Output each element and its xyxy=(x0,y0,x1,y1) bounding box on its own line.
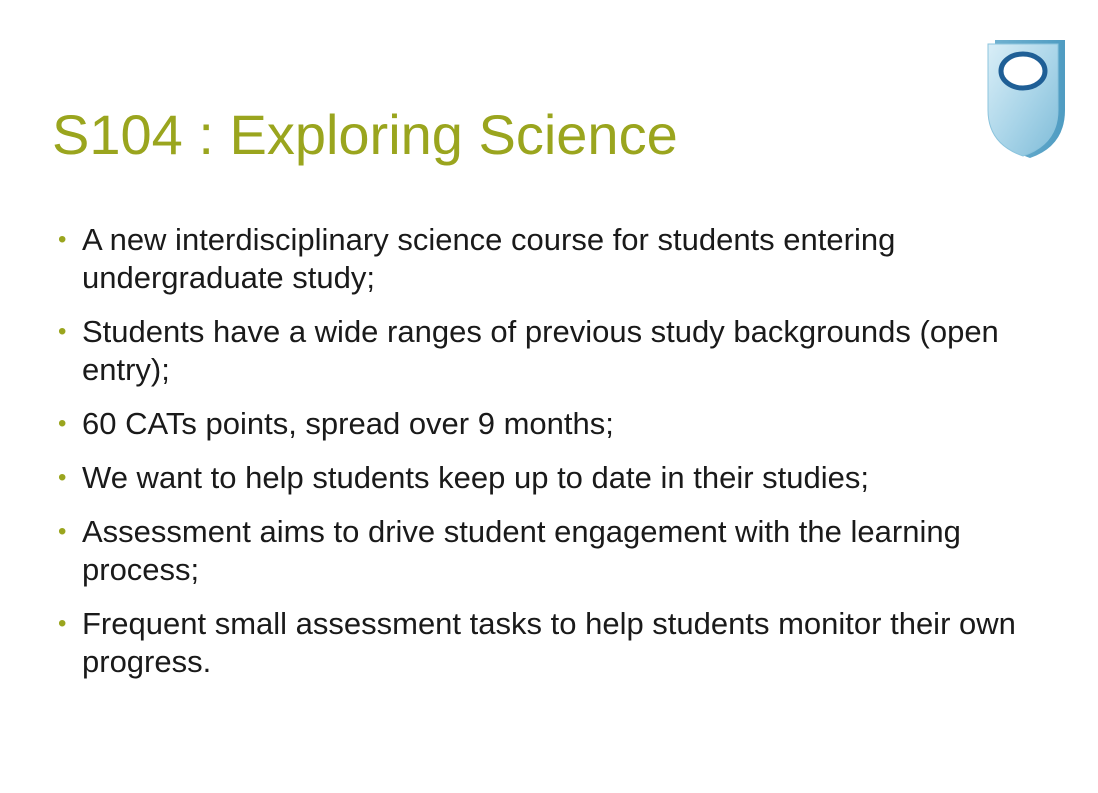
bullet-text: A new interdisciplinary science course for students entering undergraduate study; xyxy=(82,222,896,295)
bullet-item xyxy=(58,459,1018,497)
bullet-marker-icon: • xyxy=(58,410,67,437)
bullet-item xyxy=(58,405,1018,443)
bullet-marker-icon: • xyxy=(58,610,67,637)
bullet-marker-icon: • xyxy=(58,518,67,545)
bullet-item xyxy=(58,221,1018,297)
bullet-marker-icon: • xyxy=(58,464,67,491)
bullet-text: Students have a wide ranges of previous study backgrounds (open entry); xyxy=(82,314,999,387)
bullet-marker-icon: • xyxy=(58,226,67,253)
bullet-marker-icon: • xyxy=(58,318,67,345)
bullet-item xyxy=(58,605,1018,681)
bullet-text: Assessment aims to drive student engagement with the learning process; xyxy=(82,514,961,587)
bullet-text: Frequent small assessment tasks to help students monitor their own progress. xyxy=(82,606,1016,679)
bullet-text: We want to help students keep up to date in their studies; xyxy=(82,460,869,495)
bullet-list xyxy=(58,221,1018,697)
open-university-logo-icon xyxy=(985,38,1071,160)
bullet-item xyxy=(58,313,1018,389)
slide-title: S104 : Exploring Science xyxy=(52,103,678,166)
bullet-item xyxy=(58,513,1018,589)
bullet-text: 60 CATs points, spread over 9 months; xyxy=(82,406,614,441)
